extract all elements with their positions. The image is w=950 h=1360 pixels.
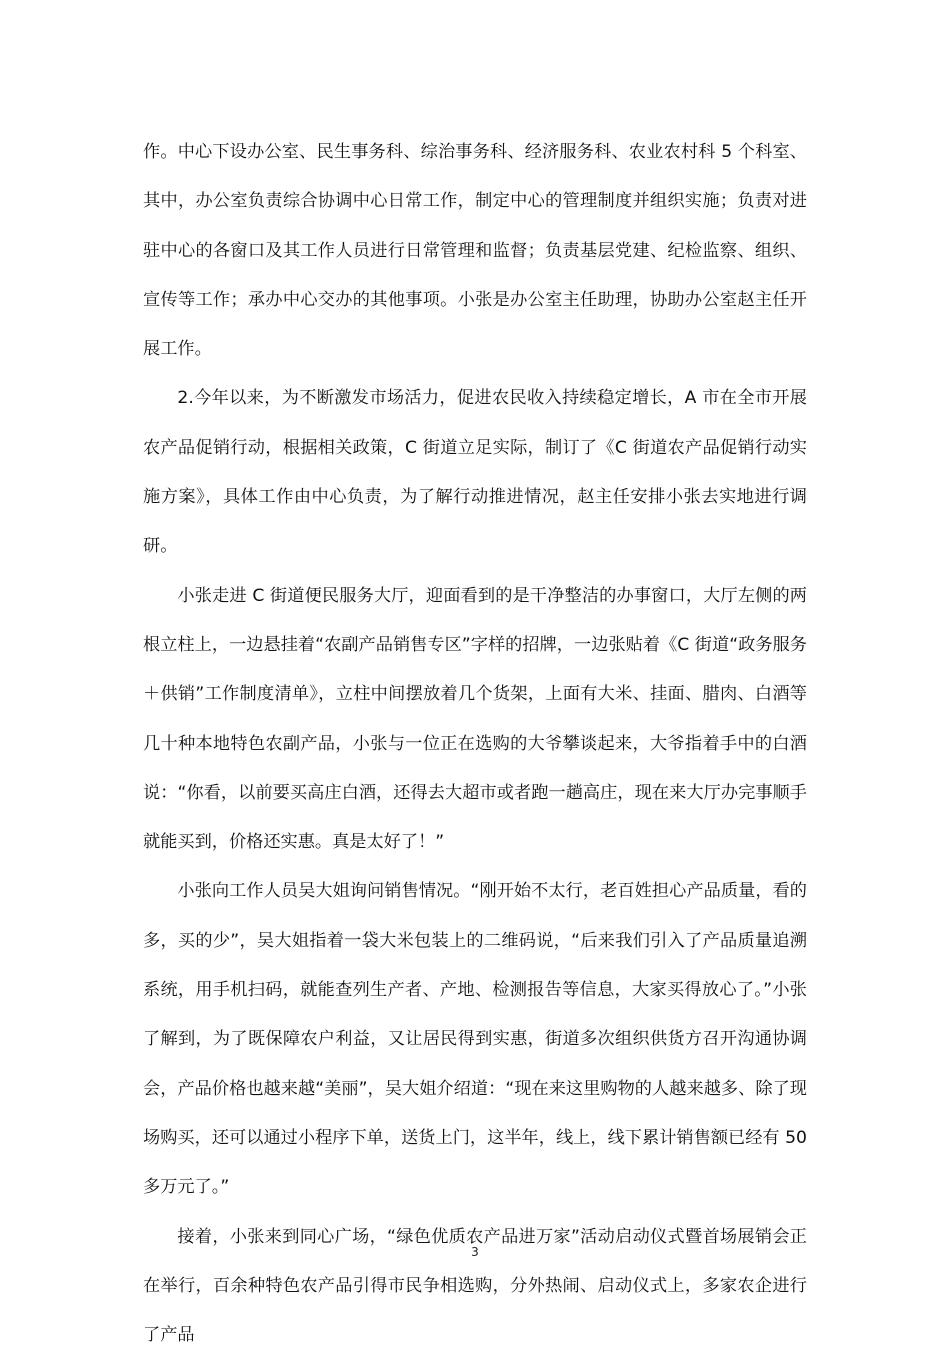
page-number: 3 bbox=[471, 1245, 479, 1259]
paragraph-item-2: 2.今年以来，为不断激发市场活力，促进农民收入持续稳定增长，A 市在全市开展农产品促销行动，根据相关政策，C 街道立足实际，制订了《C 街道农产品促销行动实施方案》，具体工作由中心负责，为了解行动推进情况，赵主任安排小张去实地进行调研。 bbox=[143, 388, 807, 557]
paragraph-service-hall: 小张走进 C 街道便民服务大厅，迎面看到的是干净整洁的办事窗口，大厅左侧的两根立柱上，一边悬挂着“农副产品销售专区”字样的招牌，一边张贴着《C 街道“政务服务＋供销”工作制度清单》，立柱中间摆放着几个货架，上面有大米、挂面、腊肉、白酒等几十种本地特色农副产品，小张与一位正在选购的大爷攀谈起来，大爷指着手中的白酒说：“你看，以前要买高庄白酒，还得去大超市或者跑一趟高庄，现在来大厅办完事顺手就能买到，价格还实惠。真是太好了！” bbox=[143, 585, 807, 853]
paragraph-square-event: 接着，小张来到同心广场，“绿色优质农产品进万家”活动启动仪式暨首场展销会正在举行，百余种特色农产品引得市民争相选购，分外热闹、启动仪式上，多家农企进行了产品 bbox=[143, 1226, 807, 1346]
paragraph-sales-inquiry: 小张向工作人员吴大姐询问销售情况。“刚开始不太行，老百姓担心产品质量，看的多，买的少”，吴大姐指着一袋大米包装上的二维码说，“后来我们引入了产品质量追溯系统，用手机扫码，就能查列生产者、产地、检测报告等信息，大家买得放心了。”小张了解到，为了既保障农户利益，又让居民得到实惠，街道多次组织供货方召开沟通协调会，产品价格也越来越“美丽”，吴大姐介绍道：“现在来这里购物的人越来越多、除了现场购买，还可以通过小程序下单，送货上门，这半年，线上，线下累计销售额已经有 50 多万元了。” bbox=[143, 881, 807, 1198]
paragraph-continuation: 作。中心下设办公室、民生事务科、综治事务科、经济服务科、农业农村科 5 个科室、其中，办公室负责综合协调中心日常工作，制定中心的管理制度并组织实施；负责对进驻中心的各窗口及其工作人员进行日常管理和监督；负责基层党建、纪检监察、组织、宣传等工作；承办中心交办的其他事项。小张是办公室主任助理，协助办公室赵主任开展工作。 bbox=[143, 142, 807, 360]
document-body bbox=[143, 128, 807, 1360]
